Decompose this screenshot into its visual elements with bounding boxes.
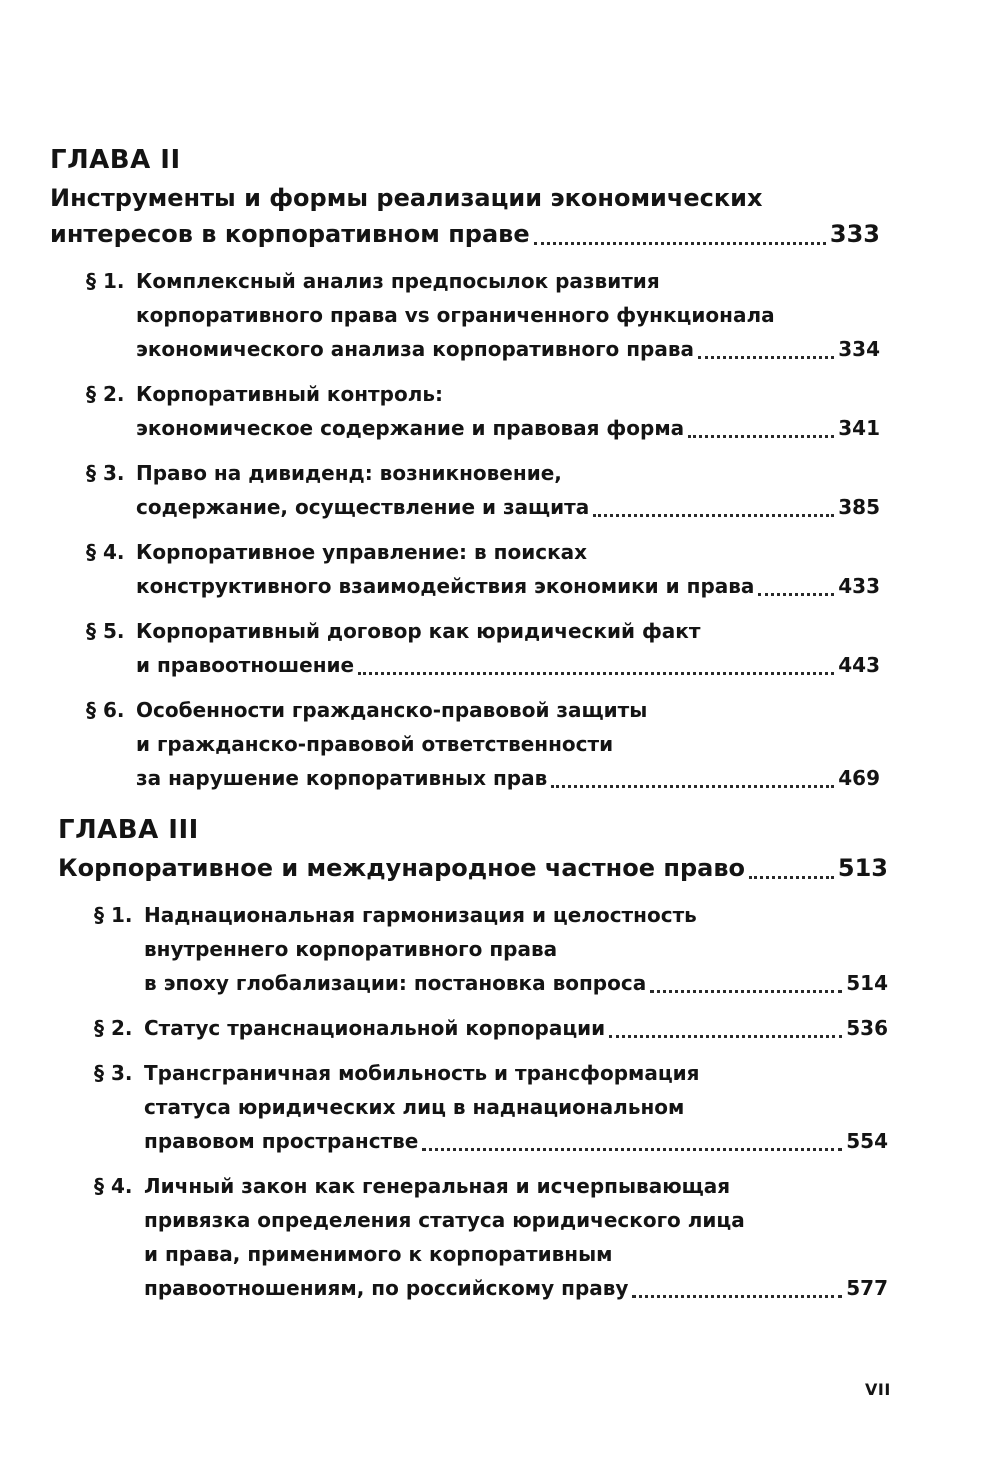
toc-section	[94, 1169, 888, 1305]
section-line: внутреннего корпоративного права	[144, 937, 558, 961]
section-leader-row	[136, 648, 880, 682]
page-number: 341	[838, 416, 880, 440]
chapter-label: ГЛАВА III	[58, 815, 199, 845]
section-body	[144, 1011, 888, 1045]
section-body	[136, 693, 880, 795]
section-body	[136, 614, 880, 682]
page-number: 333	[829, 220, 880, 248]
chapter-title	[58, 850, 888, 886]
dot-leader	[758, 579, 834, 596]
section-number: § 3.	[86, 461, 125, 485]
toc-section	[94, 1056, 888, 1158]
section-line: Особенности гражданско-правовой защиты	[136, 698, 648, 722]
page-number: 514	[846, 971, 888, 995]
section-last-line: правовом пространстве	[144, 1129, 419, 1153]
section-line: Личный закон как генеральная и исчерпывающая	[144, 1174, 731, 1198]
dot-leader	[749, 862, 834, 879]
section-line: Право на дивиденд: возникновение,	[136, 461, 562, 485]
dot-leader	[698, 342, 834, 359]
dot-leader	[688, 421, 834, 438]
chapter-title-leader-row	[58, 850, 888, 886]
section-last-line: экономического анализа корпоративного права	[136, 337, 695, 361]
section-last-line: конструктивного взаимодействия экономики и права	[136, 574, 755, 598]
section-leader-row	[144, 1011, 888, 1045]
toc-section	[86, 614, 880, 682]
section-line: и права, применимого к корпоративным	[144, 1242, 613, 1266]
section-body	[144, 1056, 888, 1158]
section-line: Комплексный анализ предпосылок развития	[136, 269, 660, 293]
toc-section	[86, 456, 880, 524]
section-last-line: в эпоху глобализации: постановка вопроса	[144, 971, 647, 995]
chapter-title-line: Инструменты и формы реализации экономических	[50, 184, 763, 212]
section-body	[136, 456, 880, 524]
section-line: корпоративного права vs ограниченного функционала	[136, 303, 775, 327]
toc-section	[94, 1011, 888, 1045]
chapter-title-last-line: интересов в корпоративном праве	[50, 220, 530, 248]
section-number: § 5.	[86, 619, 125, 643]
section-last-line: Статус транснациональной корпорации	[144, 1016, 606, 1040]
section-leader-row	[136, 761, 880, 795]
section-number: § 6.	[86, 698, 125, 722]
page-number: 513	[837, 854, 888, 882]
toc-section	[86, 535, 880, 603]
section-leader-row	[136, 411, 880, 445]
section-last-line: содержание, осуществление и защита	[136, 495, 590, 519]
dot-leader	[358, 658, 834, 675]
section-number: § 2.	[86, 382, 125, 406]
section-leader-row	[136, 332, 880, 366]
section-number: § 1.	[86, 269, 125, 293]
section-line: Корпоративный контроль:	[136, 382, 443, 406]
dot-leader	[422, 1134, 842, 1151]
section-body	[144, 1169, 888, 1305]
chapter-3-block	[58, 812, 888, 1316]
section-line: Корпоративное управление: в поисках	[136, 540, 588, 564]
dot-leader	[534, 228, 826, 245]
toc-section	[86, 693, 880, 795]
section-leader-row	[144, 966, 888, 1000]
section-last-line: за нарушение корпоративных прав	[136, 766, 548, 790]
section-line: Корпоративный договор как юридический факт	[136, 619, 701, 643]
chapter-title-leader-row	[50, 216, 880, 252]
dot-leader	[609, 1021, 842, 1038]
section-line: Наднациональная гармонизация и целостность	[144, 903, 697, 927]
section-number: § 2.	[94, 1016, 133, 1040]
section-body	[136, 377, 880, 445]
chapter-title-last-line: Корпоративное и международное частное право	[58, 854, 745, 882]
toc-section	[94, 898, 888, 1000]
section-line: привязка определения статуса юридического лица	[144, 1208, 745, 1232]
dot-leader	[551, 771, 834, 788]
page-number: 385	[838, 495, 880, 519]
toc-section	[86, 264, 880, 366]
dot-leader	[593, 500, 834, 517]
page-number: 334	[838, 337, 880, 361]
section-leader-row	[136, 490, 880, 524]
section-line: Трансграничная мобильность и трансформация	[144, 1061, 700, 1085]
section-leader-row	[144, 1271, 888, 1305]
section-number: § 3.	[94, 1061, 133, 1085]
section-line: статуса юридических лиц в наднациональном	[144, 1095, 685, 1119]
page-number: 577	[846, 1276, 888, 1300]
section-number: § 4.	[94, 1174, 133, 1198]
section-leader-row	[144, 1124, 888, 1158]
toc-section	[86, 377, 880, 445]
section-body	[136, 535, 880, 603]
section-last-line: правоотношениям, по российскому праву	[144, 1276, 629, 1300]
page-number: 469	[838, 766, 880, 790]
section-number: § 4.	[86, 540, 125, 564]
dot-leader	[632, 1281, 842, 1298]
page-number: 536	[846, 1016, 888, 1040]
chapter-2-block	[50, 142, 880, 806]
chapter-title	[50, 180, 880, 252]
section-leader-row	[136, 569, 880, 603]
page-number: 554	[846, 1129, 888, 1153]
section-line: и гражданско-правовой ответственности	[136, 732, 614, 756]
section-last-line: и правоотношение	[136, 653, 355, 677]
section-body	[136, 264, 880, 366]
dot-leader	[650, 976, 842, 993]
section-body	[144, 898, 888, 1000]
chapter-label: ГЛАВА II	[50, 145, 181, 175]
section-number: § 1.	[94, 903, 133, 927]
page-number: 433	[838, 574, 880, 598]
section-last-line: экономическое содержание и правовая форма	[136, 416, 685, 440]
page-number: 443	[838, 653, 880, 677]
page-folio: VII	[865, 1380, 891, 1399]
